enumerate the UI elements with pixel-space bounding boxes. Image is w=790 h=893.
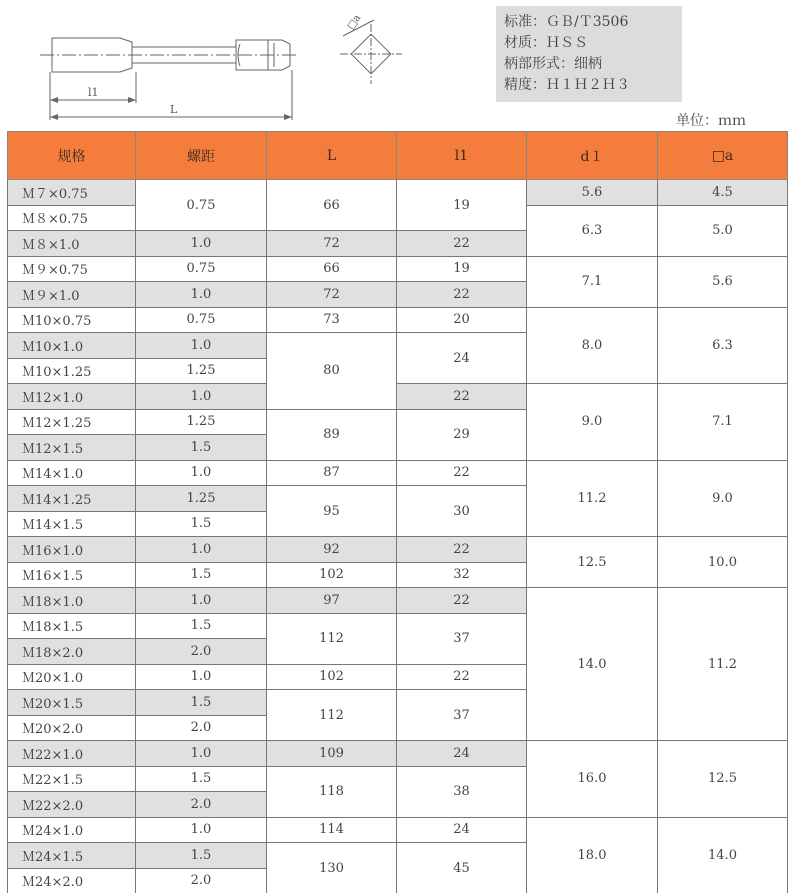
- spec-cell: Ｍ18×1.5: [8, 613, 136, 639]
- d1-cell: 14.0: [527, 588, 658, 741]
- square-cell: 6.3: [658, 307, 788, 384]
- table-row: [8, 588, 788, 614]
- spec-cell: Ｍ18×1.0: [8, 588, 136, 614]
- pitch-cell: 1.25: [136, 358, 267, 384]
- spec-table: [7, 131, 788, 893]
- table-row: [8, 741, 788, 767]
- square-cell: 14.0: [658, 817, 788, 893]
- pitch-cell: 1.25: [136, 486, 267, 512]
- d1-cell: 16.0: [527, 741, 658, 818]
- L-cell: 66: [267, 256, 397, 282]
- standard-text: 标准：ＧＢ/Ｔ3506: [504, 14, 629, 30]
- header-spec: 规格: [8, 132, 136, 180]
- l1-cell: 37: [397, 613, 527, 664]
- L-cell: 102: [267, 562, 397, 588]
- l1-cell: 24: [397, 817, 527, 843]
- L-cell: 118: [267, 766, 397, 817]
- l1-cell: 20: [397, 307, 527, 333]
- square-cell: 7.1: [658, 384, 788, 461]
- header-d1: d１: [527, 132, 658, 180]
- L-label: L: [170, 103, 178, 116]
- spec-cell: Ｍ24×1.5: [8, 843, 136, 869]
- spec-cell: Ｍ24×1.0: [8, 817, 136, 843]
- spec-cell: Ｍ14×1.0: [8, 460, 136, 486]
- l1-cell: 38: [397, 766, 527, 817]
- square-cell: 11.2: [658, 588, 788, 741]
- pitch-cell: 1.5: [136, 613, 267, 639]
- pitch-cell: 0.75: [136, 180, 267, 231]
- spec-cell: Ｍ８×0.75: [8, 205, 136, 231]
- square-cell: 10.0: [658, 537, 788, 588]
- l1-cell: 45: [397, 843, 527, 893]
- d1-cell: 9.0: [527, 384, 658, 461]
- pitch-cell: 2.0: [136, 792, 267, 818]
- l1-cell: 32: [397, 562, 527, 588]
- l1-label: l1: [88, 86, 99, 99]
- spec-cell: Ｍ18×2.0: [8, 639, 136, 665]
- L-cell: 102: [267, 664, 397, 690]
- pitch-cell: 1.0: [136, 282, 267, 308]
- spec-cell: Ｍ22×1.0: [8, 741, 136, 767]
- l1-cell: 29: [397, 409, 527, 460]
- L-cell: 89: [267, 409, 397, 460]
- L-cell: 130: [267, 843, 397, 893]
- L-cell: 112: [267, 690, 397, 741]
- pitch-cell: 1.0: [136, 741, 267, 767]
- material-text: 材质：ＨＳＳ: [504, 35, 588, 51]
- square-cell: 5.6: [658, 256, 788, 307]
- spec-cell: Ｍ７×0.75: [8, 180, 136, 206]
- L-cell: 114: [267, 817, 397, 843]
- pitch-cell: 1.5: [136, 843, 267, 869]
- d1-cell: 5.6: [527, 180, 658, 206]
- L-cell: 95: [267, 486, 397, 537]
- L-cell: 112: [267, 613, 397, 664]
- table-row: [8, 460, 788, 486]
- header-pitch: 螺距: [136, 132, 267, 180]
- pitch-cell: 1.0: [136, 460, 267, 486]
- l1-cell: 19: [397, 256, 527, 282]
- spec-cell: Ｍ22×1.5: [8, 766, 136, 792]
- L-cell: 92: [267, 537, 397, 563]
- l1-cell: 19: [397, 180, 527, 231]
- spec-cell: Ｍ20×1.0: [8, 664, 136, 690]
- pitch-cell: 0.75: [136, 256, 267, 282]
- pitch-cell: 1.5: [136, 511, 267, 537]
- pitch-cell: 1.5: [136, 766, 267, 792]
- spec-cell: Ｍ10×0.75: [8, 307, 136, 333]
- table-row: [8, 537, 788, 563]
- header-L: L: [267, 132, 397, 180]
- pitch-cell: 1.0: [136, 231, 267, 257]
- table-row: [8, 384, 788, 410]
- d1-cell: 18.0: [527, 817, 658, 893]
- precision-text: 精度：Ｈ１Ｈ２Ｈ３: [504, 77, 630, 93]
- header-l1: l1: [397, 132, 527, 180]
- d1-cell: 11.2: [527, 460, 658, 537]
- square-cell: 12.5: [658, 741, 788, 818]
- spec-cell: Ｍ12×1.0: [8, 384, 136, 410]
- spec-cell: Ｍ９×1.0: [8, 282, 136, 308]
- spec-cell: Ｍ22×2.0: [8, 792, 136, 818]
- shank-type-text: 柄部形式：细柄: [504, 56, 602, 72]
- table-row: [8, 256, 788, 282]
- spec-cell: Ｍ８×1.0: [8, 231, 136, 257]
- spec-cell: Ｍ10×1.25: [8, 358, 136, 384]
- table-row: [8, 817, 788, 843]
- spec-cell: Ｍ16×1.5: [8, 562, 136, 588]
- spec-cell: Ｍ10×1.0: [8, 333, 136, 359]
- l1-cell: 37: [397, 690, 527, 741]
- spec-cell: Ｍ14×1.5: [8, 511, 136, 537]
- d1-cell: 7.1: [527, 256, 658, 307]
- pitch-cell: 1.5: [136, 562, 267, 588]
- l1-cell: 24: [397, 741, 527, 767]
- l1-cell: 22: [397, 588, 527, 614]
- pitch-cell: 1.0: [136, 817, 267, 843]
- L-cell: 80: [267, 333, 397, 410]
- d1-cell: 6.3: [527, 205, 658, 256]
- L-cell: 66: [267, 180, 397, 231]
- L-cell: 73: [267, 307, 397, 333]
- pitch-cell: 1.5: [136, 435, 267, 461]
- l1-cell: 22: [397, 664, 527, 690]
- pitch-cell: 1.0: [136, 664, 267, 690]
- l1-cell: 22: [397, 384, 527, 410]
- square-cell: 4.5: [658, 180, 788, 206]
- pitch-cell: 1.0: [136, 537, 267, 563]
- spec-cell: Ｍ14×1.25: [8, 486, 136, 512]
- spec-cell: Ｍ16×1.0: [8, 537, 136, 563]
- square-label: □a: [345, 12, 364, 32]
- pitch-cell: 2.0: [136, 715, 267, 741]
- table-row: [8, 307, 788, 333]
- pitch-cell: 1.0: [136, 333, 267, 359]
- pitch-cell: 1.25: [136, 409, 267, 435]
- d1-cell: 12.5: [527, 537, 658, 588]
- spec-cell: Ｍ20×2.0: [8, 715, 136, 741]
- spec-cell: Ｍ20×1.5: [8, 690, 136, 716]
- d1-cell: 8.0: [527, 307, 658, 384]
- spec-cell: Ｍ24×2.0: [8, 868, 136, 893]
- l1-cell: 22: [397, 460, 527, 486]
- unit-label: 单位：ｍｍ: [676, 113, 746, 129]
- L-cell: 109: [267, 741, 397, 767]
- l1-cell: 24: [397, 333, 527, 384]
- L-cell: 97: [267, 588, 397, 614]
- tap-drawing: [0, 0, 480, 125]
- l1-cell: 22: [397, 537, 527, 563]
- table-header-row: [8, 132, 788, 180]
- pitch-cell: 1.5: [136, 690, 267, 716]
- spec-cell: Ｍ12×1.25: [8, 409, 136, 435]
- l1-cell: 22: [397, 231, 527, 257]
- L-cell: 87: [267, 460, 397, 486]
- square-cell: 9.0: [658, 460, 788, 537]
- l1-cell: 30: [397, 486, 527, 537]
- pitch-cell: 2.0: [136, 639, 267, 665]
- table-row: [8, 180, 788, 206]
- pitch-cell: 2.0: [136, 868, 267, 893]
- spec-cell: Ｍ９×0.75: [8, 256, 136, 282]
- L-cell: 72: [267, 282, 397, 308]
- pitch-cell: 1.0: [136, 588, 267, 614]
- l1-cell: 22: [397, 282, 527, 308]
- spec-info-box: [496, 6, 682, 102]
- L-cell: 72: [267, 231, 397, 257]
- square-cell: 5.0: [658, 205, 788, 256]
- spec-cell: Ｍ12×1.5: [8, 435, 136, 461]
- pitch-cell: 0.75: [136, 307, 267, 333]
- header-square: □a: [658, 132, 788, 180]
- pitch-cell: 1.0: [136, 384, 267, 410]
